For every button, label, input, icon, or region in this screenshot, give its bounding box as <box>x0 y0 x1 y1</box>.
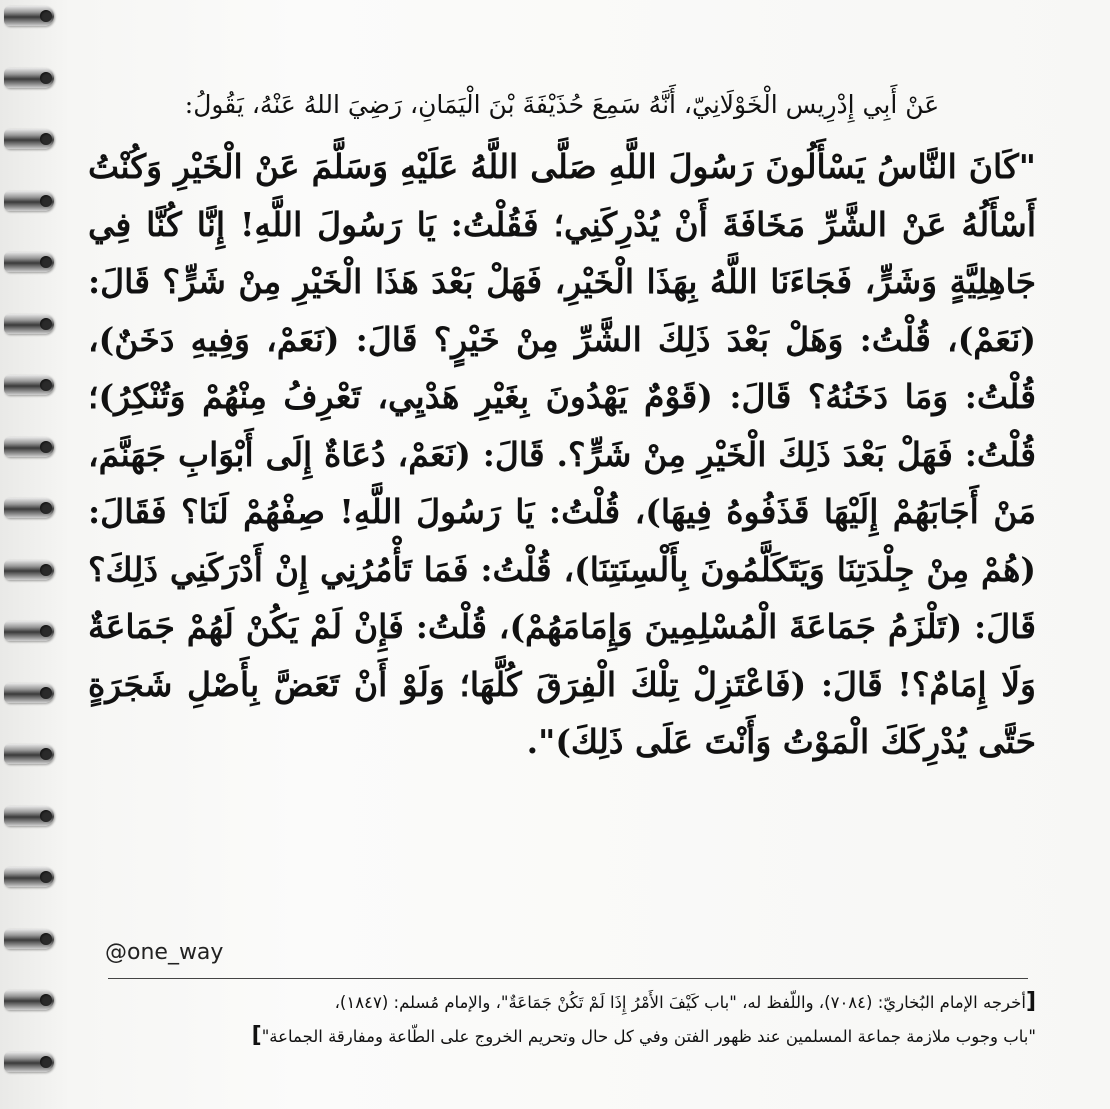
binding-ring <box>0 66 58 92</box>
binding-hole <box>40 133 52 145</box>
binding-ring <box>0 250 58 276</box>
watermark-handle: @one_way <box>105 940 224 965</box>
binding-ring <box>0 681 58 707</box>
spiral-binding-icon <box>0 0 60 1109</box>
binding-hole <box>40 1056 52 1068</box>
binding-hole <box>40 379 52 391</box>
binding-hole <box>40 994 52 1006</box>
binding-hole <box>40 564 52 576</box>
binding-hole <box>40 748 52 760</box>
binding-ring <box>0 742 58 768</box>
footnote-line-1: أخرجه الإمام البُخاريّ: (٧٠٨٤)، واللّفظ له، "باب كَيْفَ الأَمْرُ إِذَا لَمْ تَكُنْ جَمَاعَةٌ"، والإمام مُسلم: (١٨٤٧)، <box>334 993 1026 1012</box>
binding-hole <box>40 10 52 22</box>
footnote-citation <box>96 985 1036 1053</box>
narration-chain: عَنْ أَبِي إِدْرِيس الْخَوْلَانِيّ، أَنَّهُ سَمِعَ حُذَيْفَةَ بْنَ الْيَمَانِ، رَضِيَ اللهُ عَنْهُ، يَقُولُ: <box>184 90 940 119</box>
footnote-line-2: "باب وجوب ملازمة جماعة المسلمين عند ظهور الفتن وفي كل حال وتحريم الخروج على الطّاعة ومفارقة الجماعة" <box>261 1027 1036 1046</box>
binding-hole <box>40 871 52 883</box>
binding-hole <box>40 195 52 207</box>
binding-ring <box>0 435 58 461</box>
footnote-close-bracket: ] <box>251 1023 262 1048</box>
binding-ring <box>0 865 58 891</box>
binding-ring <box>0 4 58 30</box>
hadith-content <box>88 80 1036 771</box>
binding-hole <box>40 502 52 514</box>
binding-hole <box>40 933 52 945</box>
binding-ring <box>0 1050 58 1076</box>
binding-hole <box>40 810 52 822</box>
binding-ring <box>0 312 58 338</box>
binding-ring <box>0 988 58 1014</box>
binding-ring <box>0 127 58 153</box>
binding-ring <box>0 189 58 215</box>
binding-hole <box>40 441 52 453</box>
binding-ring <box>0 619 58 645</box>
binding-ring <box>0 558 58 584</box>
binding-ring <box>0 804 58 830</box>
binding-hole <box>40 625 52 637</box>
binding-hole <box>40 318 52 330</box>
binding-ring <box>0 496 58 522</box>
footnote-open-bracket: [ <box>1025 989 1036 1014</box>
footnote-divider <box>108 978 1028 979</box>
binding-hole <box>40 72 52 84</box>
binding-ring <box>0 373 58 399</box>
binding-hole <box>40 256 52 268</box>
binding-hole <box>40 687 52 699</box>
hadith-text: "كَانَ النَّاسُ يَسْأَلُونَ رَسُولَ اللَّهِ صَلَّى اللَّهُ عَلَيْهِ وَسَلَّمَ عَنْ الْخَيْرِ وَكُنْتُ أَسْأَلُهُ عَنْ الشَّرِّ مَخَافَةَ أَنْ يُدْرِكَنِي؛ فَقُلْتُ: يَا رَسُولَ اللَّهِ! إِنَّا كُنَّا فِي جَاهِلِيَّةٍ وَشَرٍّ، فَجَاءَنَا اللَّهُ بِهَذَا الْخَيْرِ، فَهَلْ بَعْدَ هَذَا الْخَيْرِ مِنْ شَرٍّ؟ قَالَ: (نَعَمْ)، قُلْتُ: وَهَلْ بَعْدَ ذَلِكَ الشَّرِّ مِنْ خَيْرٍ؟ قَالَ: (نَعَمْ، وَفِيهِ دَخَنٌ)، قُلْتُ: وَمَا دَخَنُهُ؟ قَالَ: (قَوْمٌ يَهْدُونَ بِغَيْرِ هَدْيِي، تَعْرِفُ مِنْهُمْ وَتُنْكِرُ)؛ قُلْتُ: فَهَلْ بَعْدَ ذَلِكَ الْخَيْرِ مِنْ شَرٍّ؟. قَالَ: (نَعَمْ، دُعَاةٌ إِلَى أَبْوَابِ جَهَنَّمَ، مَنْ أَجَابَهُمْ إِلَيْهَا قَذَفُوهُ فِيهَا)، قُلْتُ: يَا رَسُولَ اللَّهِ! صِفْهُمْ لَنَا؟ فَقَالَ: (هُمْ مِنْ جِلْدَتِنَا وَيَتَكَلَّمُونَ بِأَلْسِنَتِنَا)، قُلْتُ: فَمَا تَأْمُرُنِي إِنْ أَدْرَكَنِي ذَلِكَ؟ قَالَ: (تَلْزَمُ جَمَاعَةَ الْمُسْلِمِينَ وَإِمَامَهُمْ)، قُلْتُ: فَإِنْ لَمْ يَكُنْ لَهُمْ جَمَاعَةٌ وَلَا إِمَامٌ؟! قَالَ: (فَاعْتَزِلْ تِلْكَ الْفِرَقَ كُلَّهَا؛ وَلَوْ أَنْ تَعَضَّ بِأَصْلِ شَجَرَةٍ حَتَّى يُدْرِكَكَ الْمَوْتُ وَأَنْتَ عَلَى ذَلِكَ)". <box>88 147 1036 761</box>
binding-ring <box>0 927 58 953</box>
